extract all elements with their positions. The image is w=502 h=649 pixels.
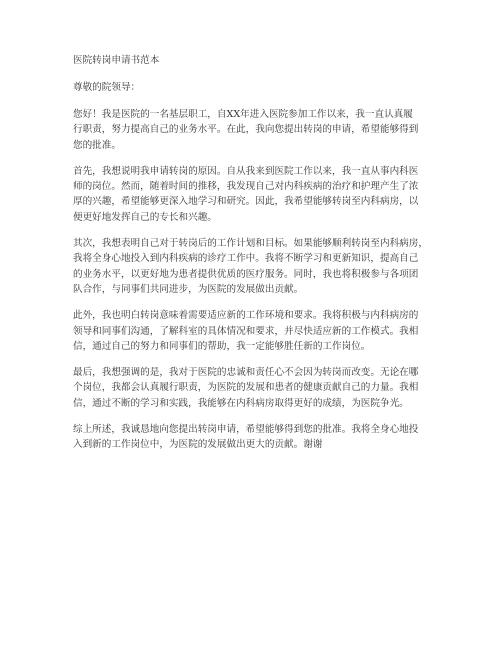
paragraph-line: 队合作，与同事们共同进步，为医院的发展做出贡献。 [73,283,304,295]
paragraph-line: 信，通过自己的努力和同事们的帮助，我一定能够胜任新的工作岗位。 [73,340,371,352]
paragraph-loyalty [73,365,435,411]
paragraph-line: 行职责，努力提高自己的业务水平。在此，我向您提出转岗的申请，希望能够得到 [73,124,419,136]
paragraph-line: 首先，我想说明我申请转岗的原因。自从我来到医院工作以来，我一直从事内科医 [73,165,419,177]
paragraph-line: 您的批准。 [73,139,121,151]
paragraph-line: 其次，我想表明自己对于转岗后的工作计划和目标。如果能够顺利转岗至内科病房， [73,238,428,250]
paragraph-line: 的业务水平，以更好地为患者提供优质的医疗服务。同时，我也将积极参与各项团 [73,268,419,280]
paragraph-line: 领导和同事们沟通，了解科室的具体情况和要求，并尽快适应新的工作模式。我相 [73,325,419,337]
paragraph-intro [73,107,435,153]
paragraph-line: 个岗位，我都会认真履行职责，为医院的发展和患者的健康贡献自己的力量。我相 [73,382,419,394]
greeting: 尊敬的院领导： [73,82,141,93]
paragraph-reason [73,164,435,225]
paragraph-line: 最后，我想强调的是，我对于医院的忠诚和责任心不会因为转岗而改变。无论在哪 [73,367,419,379]
paragraph-conclusion [73,422,435,453]
paragraph-line: 信，通过不断的学习和实践，我能够在内科病房取得更好的成绩，为医院争光。 [73,397,409,409]
paragraph-line: 综上所述，我诚恳地向您提出转岗申请，希望能够得到您的批准。我将全身心地投 [73,424,419,436]
paragraph-line: 厚的兴趣，希望能够更深入地学习和研究。因此，我希望能够转岗至内科病房，以 [73,196,419,208]
paragraph-adaptation [73,308,435,354]
paragraph-line: 师的岗位。然而，随着时间的推移，我发现自己对内科疾病的治疗和护理产生了浓 [73,181,419,193]
document-page [73,54,435,464]
paragraph-line: 我将全身心地投入到内科疾病的诊疗工作中。我将不断学习和更新知识，提高自己 [73,253,419,265]
document-title: 医院转岗申请书范本 [73,55,160,66]
paragraph-line: 您好！我是医院的一名基层职工，自XX年进入医院参加工作以来，我一直认真履 [73,109,413,120]
paragraph-line: 此外，我也明白转岗意味着需要适应新的工作环境和要求。我将积极与内科病房的 [73,310,419,322]
paragraph-plan [73,236,435,297]
paragraph-line: 便更好地发挥自己的专长和兴趣。 [73,211,217,223]
paragraph-line: 入到新的工作岗位中，为医院的发展做出更大的贡献。谢谢 [73,439,323,451]
